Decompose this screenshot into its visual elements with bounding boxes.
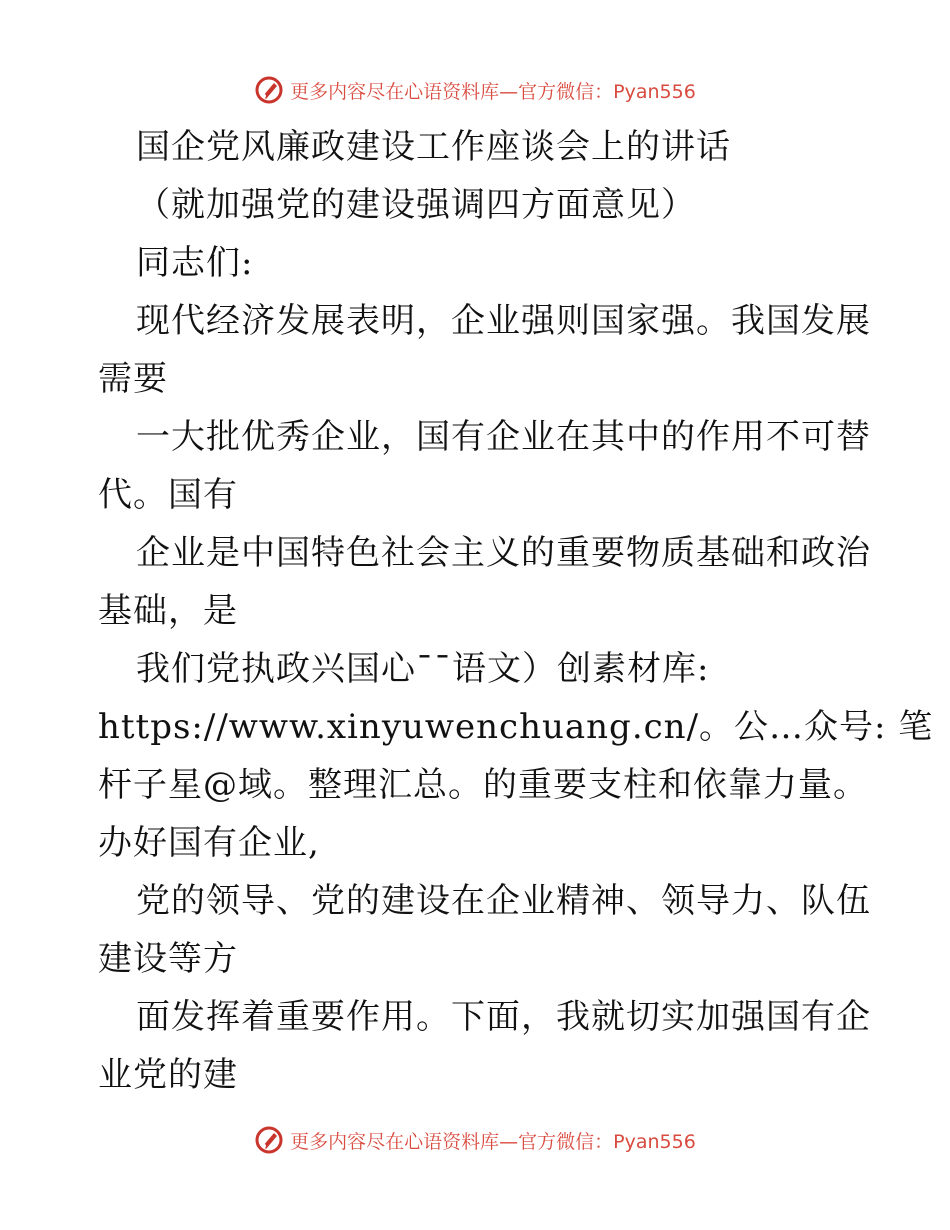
text-line: 业党的建 [98, 1055, 238, 1095]
banner-text: 更多内容尽在心语资料库—官方微信：Pyan556 [290, 80, 696, 103]
text-line: 国企党风廉政建设工作座谈会上的讲话 [136, 127, 731, 167]
text-line: 代。国有 [98, 475, 238, 515]
text-line: 建设等方 [98, 939, 238, 979]
header-banner [0, 70, 950, 110]
text-line: 需要 [98, 359, 168, 399]
text-line: 现代经济发展表明，企业强则国家强。我国发展 [136, 301, 871, 341]
document-body [98, 118, 934, 1104]
text-line: 同志们: [136, 243, 254, 283]
text-line: https://www.xinyuwenchuang.cn/。公…众号: 笔 [98, 707, 934, 747]
text-line: 基础，是 [98, 591, 238, 631]
text-line: 杆子星@域。整理汇总。的重要支柱和依靠力量。 [98, 765, 868, 805]
banner-text: 更多内容尽在心语资料库—官方微信：Pyan556 [290, 1130, 696, 1153]
text-line: 企业是中国特色社会主义的重要物质基础和政治 [136, 533, 871, 573]
pen-circle-logo-icon [254, 75, 284, 105]
text-line: 面发挥着重要作用。下面，我就切实加强国有企 [136, 997, 871, 1037]
text-line: （就加强党的建设强调四方面意见） [136, 185, 696, 225]
text-line: 党的领导、党的建设在企业精神、领导力、队伍 [136, 881, 871, 921]
text-line: 办好国有企业, [98, 823, 320, 863]
footer-banner [0, 1120, 950, 1160]
pen-circle-logo-icon [254, 1125, 284, 1155]
text-line: 我们党执政兴国心¯¯语文）创素材库: [136, 649, 710, 689]
text-line: 一大批优秀企业，国有企业在其中的作用不可替 [136, 417, 871, 457]
